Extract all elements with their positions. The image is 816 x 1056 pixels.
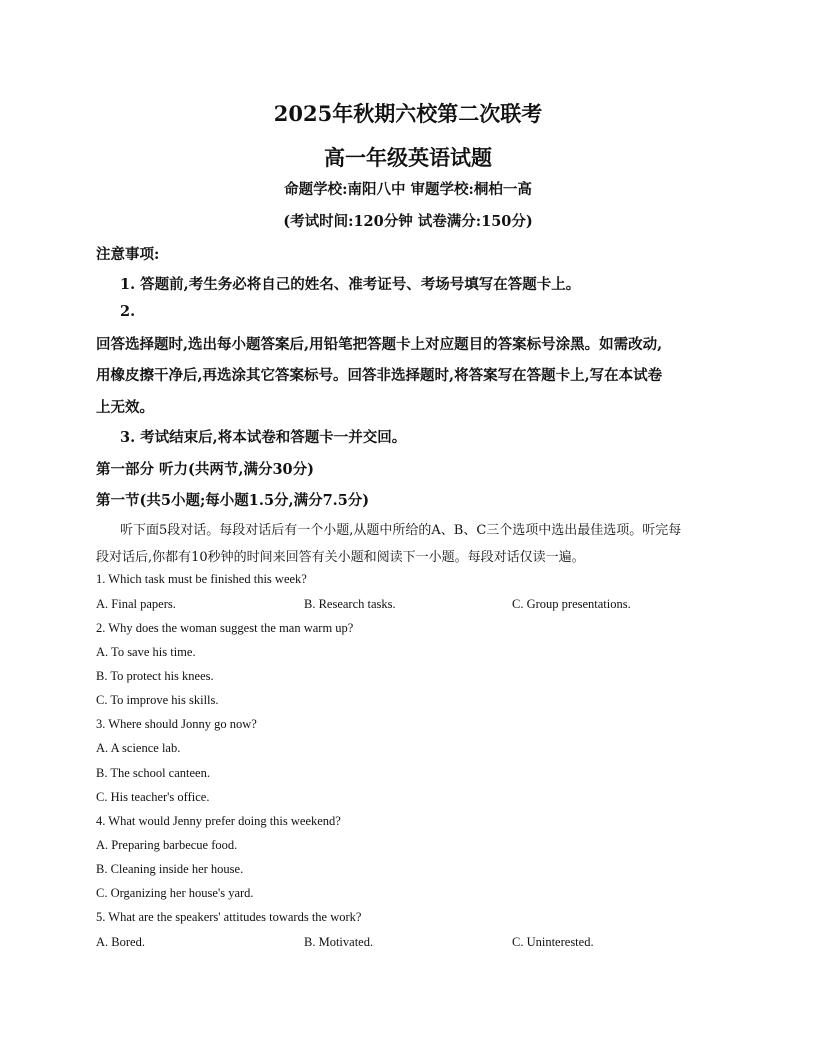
- option-c: C. Uninterested.: [512, 935, 594, 949]
- part-one-heading: 第一部分 听力(共两节,满分30分): [96, 461, 314, 478]
- option-c: C. His teacher's office.: [96, 790, 210, 804]
- question-stem: 5. What are the speakers' attitudes towards the work?: [96, 910, 362, 924]
- option-a: A. To save his time.: [96, 645, 196, 659]
- exam-time-score: (考试时间:120分钟 试卷满分:150分): [283, 213, 533, 230]
- instructions-line-2: 段对话后,你都有10秒钟的时间来回答有关小题和阅读下一小题。每段对话仅读一遍。: [96, 550, 585, 565]
- section-one-heading: 第一节(共5小题;每小题1.5分,满分7.5分): [96, 492, 370, 509]
- notice-item-2-line-1: 回答选择题时,选出每小题答案后,用铅笔把答题卡上对应题目的答案标号涂黑。如需改动,: [96, 336, 663, 353]
- option-c: C. To improve his skills.: [96, 693, 219, 707]
- option-a: A. Final papers.: [96, 597, 176, 611]
- option-b: B. The school canteen.: [96, 766, 210, 780]
- instructions-line-1: 听下面5段对话。每段对话后有一个小题,从题中所给的A、B、C三个选项中选出最佳选项。听完每: [120, 523, 682, 538]
- notice-item-2-line-2: 用橡皮擦干净后,再选涂其它答案标号。回答非选择题时,将答案写在答题卡上,写在本试卷: [96, 367, 663, 384]
- question-stem: 3. Where should Jonny go now?: [96, 717, 257, 731]
- school-info: 命题学校:南阳八中 审题学校:桐柏一高: [284, 181, 532, 198]
- option-b: B. Research tasks.: [304, 597, 396, 611]
- notice-item-1: 1. 答题前,考生务必将自己的姓名、准考证号、考场号填写在答题卡上。: [120, 276, 581, 293]
- option-b: B. Cleaning inside her house.: [96, 862, 244, 876]
- option-b: B. To protect his knees.: [96, 669, 214, 683]
- notice-item-2-number: 2.: [120, 303, 136, 320]
- option-a: A. A science lab.: [96, 741, 181, 755]
- exam-subtitle: 高一年级英语试题: [324, 145, 492, 170]
- option-b: B. Motivated.: [304, 935, 374, 949]
- question-stem: 1. Which task must be finished this week?: [96, 572, 307, 586]
- option-c: C. Organizing her house's yard.: [96, 886, 254, 900]
- notice-item-2-line-3: 上无效。: [96, 399, 154, 416]
- option-c: C. Group presentations.: [512, 597, 631, 611]
- notice-item-3: 3. 考试结束后,将本试卷和答题卡一并交回。: [120, 429, 407, 446]
- notice-heading: 注意事项:: [96, 246, 160, 263]
- option-a: A. Preparing barbecue food.: [96, 838, 238, 852]
- question-stem: 2. Why does the woman suggest the man warm up?: [96, 621, 354, 635]
- option-a: A. Bored.: [96, 935, 145, 949]
- exam-title: 2025年秋期六校第二次联考: [273, 101, 543, 126]
- question-stem: 4. What would Jenny prefer doing this weekend?: [96, 814, 341, 828]
